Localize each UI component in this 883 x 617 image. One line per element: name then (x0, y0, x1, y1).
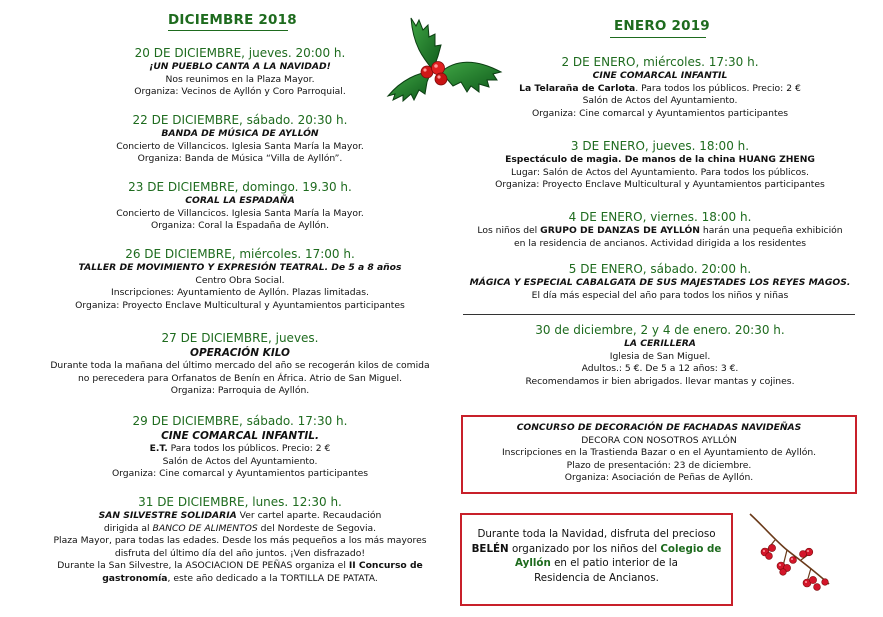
event-line: Concierto de Villancicos. Iglesia Santa María la Mayor. (116, 140, 364, 152)
event-cerillera (455, 323, 865, 388)
berry-branch-icon (745, 510, 835, 595)
event-line: Lugar: Salón de Actos del Ayuntamiento. Para todos los públicos. (511, 166, 809, 178)
contest-name-cont: gastronomía (102, 572, 168, 584)
event-line-text: Durante la San Silvestre, la ASOCIACION DE PEÑAS organiza el (57, 560, 346, 572)
event-line (0, 573, 480, 586)
belen-line (462, 556, 731, 571)
belen-text: organizado por los niños del (508, 542, 661, 555)
event-line: Salón de Actos del Ayuntamiento. (162, 455, 318, 467)
event-line: Centro Obra Social. (195, 274, 285, 286)
divider (463, 314, 855, 315)
event-jan-3 (455, 139, 865, 192)
december-title: DICIEMBRE 2018 (168, 12, 297, 28)
event-line-text: Los niños del (477, 225, 538, 236)
belen-text: en el patio interior de la (550, 557, 678, 569)
event-line: Organiza: Coral la Espadaña de Ayllón. (150, 220, 330, 232)
event-date: 23 DE DICIEMBRE, domingo. 19.30 h. (128, 180, 352, 194)
event-line-text: . Para todos los públicos. Precio: 2 € (635, 82, 801, 94)
school-name-cont: Ayllón (515, 557, 551, 569)
event-line: disfruta del último día del año juntos. ¡Ven disfrazado! (114, 547, 366, 559)
event-date: 31 DE DICIEMBRE, lunes. 12:30 h. (138, 495, 342, 509)
event-line: Organiza: Proyecto Enclave Multicultural y Ayuntamientos participantes (495, 179, 825, 191)
event-line (0, 560, 480, 573)
event-line: Plaza Mayor, para todas las edades. Desde los más pequeños a los más mayores (53, 535, 427, 547)
event-jan-5 (455, 262, 865, 302)
event-date: 29 DE DICIEMBRE, sábado. 17:30 h. (132, 414, 348, 428)
event-dec-22 (0, 113, 480, 166)
event-line: Organiza: Proyecto Enclave Multicultural y Ayuntamientos participantes (75, 299, 405, 311)
belen-line (462, 542, 731, 557)
event-jan-2 (455, 55, 865, 120)
event-line (455, 225, 865, 238)
dance-group-name: GRUPO DE DANZAS DE AYLLÓN (540, 225, 700, 236)
event-name: OPERACIÓN KILO (190, 347, 290, 359)
event-line: Organiza: Cine comarcal y Ayuntamientos participantes (531, 107, 789, 119)
event-name: LA CERILLERA (624, 338, 696, 349)
event-name: Espectáculo de magia. De manos de la china HUANG ZHENG (505, 154, 815, 165)
event-line: El día más especial del año para todos los niños y niñas (531, 289, 789, 301)
event-name: CINE COMARCAL INFANTIL (592, 70, 728, 81)
event-date: 20 DE DICIEMBRE, jueves. 20:00 h. (134, 46, 346, 60)
food-bank-name: BANCO DE ALIMENTOS (152, 522, 258, 534)
film-title: La Telaraña de Carlota (519, 82, 636, 94)
contest-box (461, 415, 857, 494)
school-name: Colegio de (660, 542, 722, 555)
event-name: BANDA DE MÚSICA DE AYLLÓN (161, 128, 319, 139)
event-line (455, 83, 865, 96)
january-title-rule (610, 37, 706, 38)
event-date: 5 DE ENERO, sábado. 20:00 h. (568, 262, 752, 276)
event-line: Nos reunimos en la Plaza Mayor. (165, 73, 315, 85)
event-date: 30 de diciembre, 2 y 4 de enero. 20:30 h. (535, 323, 785, 337)
belen-box (460, 513, 733, 606)
event-line: Organiza: Banda de Música “Villa de Ayllón”. (137, 153, 343, 165)
event-line-text: Ver cartel aparte. Recaudación (239, 510, 382, 521)
event-name: SAN SILVESTRE SOLIDARIA (98, 510, 237, 521)
event-line (0, 443, 480, 456)
event-line: Organiza: Parroquia de Ayllón. (170, 385, 310, 397)
event-line: Salón de Actos del Ayuntamiento. (582, 95, 738, 107)
event-line: Concierto de Villancicos. Iglesia Santa María la Mayor. (116, 207, 364, 219)
event-line (0, 523, 480, 536)
event-line: Organiza: Cine comarcal y Ayuntamientos participantes (111, 468, 369, 480)
event-line: Inscripciones: Ayuntamiento de Ayllón. Plazas limitadas. (111, 287, 369, 299)
event-name: ¡UN PUEBLO CANTA A LA NAVIDAD! (149, 61, 331, 72)
event-date: 3 DE ENERO, jueves. 18:00 h. (570, 139, 750, 153)
event-dec-29 (0, 414, 480, 481)
belen-word: BELÉN (471, 542, 509, 555)
contest-subtitle: DECORA CON NOSOTROS AYLLÓN (581, 434, 737, 446)
event-date: 2 DE ENERO, miércoles. 17:30 h. (561, 55, 759, 69)
event-line: no perecedera para Orfanatos de Benín en África. Atrio de San Miguel. (77, 372, 403, 384)
event-dec-31 (0, 495, 480, 586)
event-dec-26 (0, 247, 480, 312)
event-line-text: del Nordeste de Segovia. (260, 522, 377, 534)
contest-line: Inscripciones en la Trastienda Bazar o en el Ayuntamiento de Ayllón. (501, 447, 817, 459)
contest-name: II Concurso de (348, 560, 423, 572)
event-line: Recomendamos ir bien abrigados. llevar mantas y cojines. (525, 375, 795, 387)
event-date: 26 DE DICIEMBRE, miércoles. 17:00 h. (125, 247, 355, 261)
event-line: Adultos.: 5 €. De 5 a 12 años: 3 €. (581, 363, 739, 375)
event-jan-4 (455, 210, 865, 250)
event-name: CINE COMARCAL INFANTIL. (161, 430, 319, 442)
january-title: ENERO 2019 (614, 18, 710, 34)
contest-line: Plazo de presentación: 23 de diciembre. (566, 459, 752, 471)
contest-line: Organiza: Asociación de Peñas de Ayllón. (564, 472, 754, 484)
december-title-rule (168, 30, 288, 31)
event-dec-27 (0, 331, 480, 398)
event-line-text: harán una pequeña exhibición (702, 225, 843, 236)
event-line: Iglesia de San Miguel. (609, 350, 711, 362)
event-dec-23 (0, 180, 480, 233)
event-line (0, 510, 480, 523)
event-date: 4 DE ENERO, viernes. 18:00 h. (568, 210, 752, 224)
event-name: TALLER DE MOVIMIENTO Y EXPRESIÓN TEATRAL. De 5 a 8 años (78, 262, 402, 273)
film-title: E.T. (149, 443, 168, 454)
contest-title: CONCURSO DE DECORACIÓN DE FACHADAS NAVIDEÑAS (516, 422, 802, 433)
event-date: 27 DE DICIEMBRE, jueves. (161, 331, 319, 345)
event-line-text: , este año dedicado a la TORTILLA DE PATATA. (167, 572, 378, 584)
belen-line: Durante toda la Navidad, disfruta del precioso (477, 528, 716, 540)
event-line: Durante toda la mañana del último mercado del año se recogerán kilos de comida (50, 360, 430, 371)
event-line: Organiza: Vecinos de Ayllón y Coro Parroquial. (134, 86, 346, 98)
event-name: CORAL LA ESPADAÑA (185, 195, 295, 206)
belen-line: Residencia de Ancianos. (534, 571, 659, 584)
event-name: MÁGICA Y ESPECIAL CABALGATA DE SUS MAJESTADES LOS REYES MAGOS. (469, 277, 851, 288)
event-line-text: dirigida al (103, 522, 150, 534)
event-line: en la residencia de ancianos. Actividad dirigida a los residentes (513, 237, 807, 249)
event-line-text: Para todos los públicos. Precio: 2 € (170, 443, 331, 454)
event-date: 22 DE DICIEMBRE, sábado. 20:30 h. (132, 113, 348, 127)
